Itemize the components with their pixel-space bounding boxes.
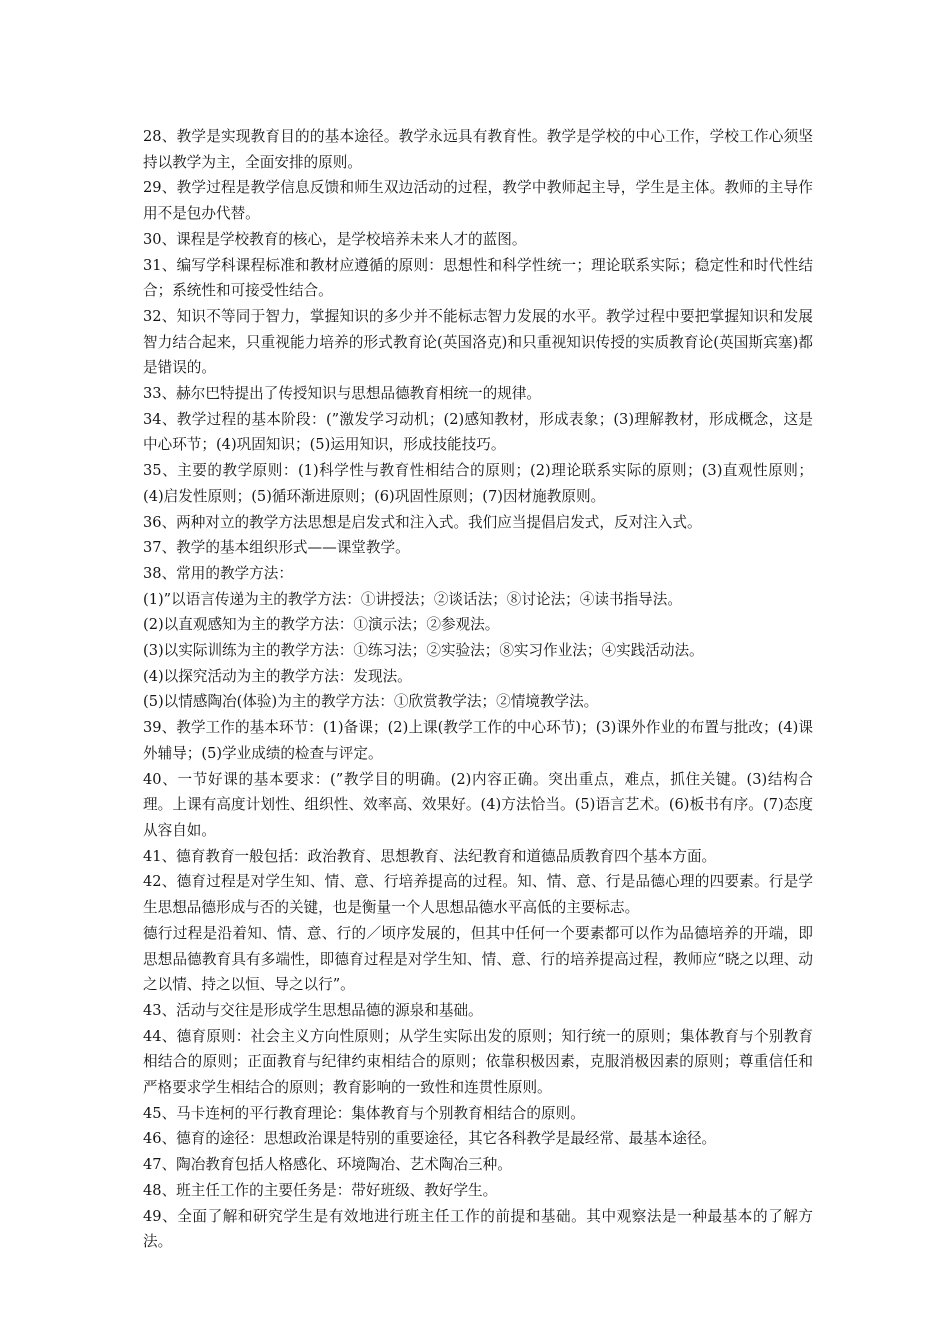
paragraph-48: 48、班主任工作的主要任务是：带好班级、教好学生。: [143, 1181, 498, 1199]
paragraph-46: 46、德育的途径：思想政治课是特别的重要途径，其它各科教学是最经常、最基本途径。: [143, 1130, 717, 1148]
paragraph-44: 44、德育原则：社会主义方向性原则；从学生实际出发的原则；知行统一的原则；集体教育与个别教育相结合的原则；正面教育与纪律约束相结合的原则；依靠积极因素，克服消极因素的原则；尊重信任和严格要求学生相结合的原则；教育影响的一致性和连贯性原则。: [143, 1027, 813, 1097]
paragraph-49: 49、全面了解和研究学生是有效地进行班主任工作的前提和基础。其中观察法是一种最基本的了解方法。: [143, 1207, 813, 1251]
paragraph-35: 35、主要的教学原则：(1)科学性与教育性相结合的原则；(2)理论联系实际的原则；(3)直观性原则；(4)启发性原则；(5)循环渐进原则；(6)巩固性原则；(7)因材施教原则。: [143, 462, 813, 505]
paragraph-33: 33、赫尔巴特提出了传授知识与思想品德教育相统一的规律。: [143, 385, 542, 403]
paragraph-42-continued: 德行过程是沿着知、情、意、行的／顷序发展的，但其中任何一个要素都可以作为品德培养的开端，即思想品德教育具有多端性，即德育过程是对学生知、情、意、行的培养提高过程，教师应“晓之以理、动之以情、持之以恒、导之以行”。: [143, 924, 813, 994]
paragraph-37: 37、教学的基本组织形式——课堂教学。: [143, 539, 410, 557]
document-body: [143, 124, 813, 1255]
paragraph-39: 39、教学工作的基本环节：(1)备课；(2)上课(教学工作的中心环节)；(3)课外作业的布置与批改；(4)课外辅导；(5)学业成绩的检查与评定。: [143, 719, 813, 762]
paragraph-28: 28、教学是实现教育目的的基本途径。教学永远具有教育性。教学是学校的中心工作，学校工作心须坚持以教学为主，全面安排的原则。: [143, 128, 813, 171]
list-item-38-3: (3)以实际训练为主的教学方法：①练习法；②实验法；⑧实习作业法；④实践活动法。: [143, 642, 704, 660]
paragraph-31: 31、编写学科课程标准和教材应遵循的原则：思想性和科学性统一；理论联系实际；稳定性和时代性结合；系统性和可接受性结合。: [143, 256, 813, 300]
paragraph-45: 45、马卡连柯的平行教育理论：集体教育与个别教育相结合的原则。: [143, 1104, 585, 1122]
paragraph-47: 47、陶冶教育包括人格感化、环境陶冶、艺术陶冶三种。: [143, 1156, 512, 1174]
paragraph-32: 32、知识不等同于智力，掌握知识的多少并不能标志智力发展的水平。教学过程中要把掌握知识和发展智力结合起来，只重视能力培养的形式教育论(英国洛克)和只重视知识传授的实质教育论(英国斯宾塞)都是错误的。: [143, 307, 813, 377]
paragraph-43: 43、活动与交往是形成学生思想品德的源泉和基础。: [143, 1001, 483, 1019]
list-item-38-2: (2)以直观感知为主的教学方法：①演示法；②参观法。: [143, 616, 500, 634]
paragraph-34: 34、教学过程的基本阶段：(”激发学习动机；(2)感知教材，形成表象；(3)理解教材，形成概念，这是中心环节；(4)巩固知识；(5)运用知识，形成技能技巧。: [143, 410, 813, 454]
list-item-38-1: (1)”以语言传递为主的教学方法：①讲授法；②谈话法；⑧讨论法；④读书指导法。: [143, 590, 682, 608]
paragraph-42: 42、德育过程是对学生知、情、意、行培养提高的过程。知、情、意、行是品德心理的四要素。行是学生思想品德形成与否的关键，也是衡量一个人思想品德水平高低的主要标志。: [143, 873, 813, 917]
paragraph-38: 38、常用的教学方法：: [143, 564, 293, 582]
paragraph-40: 40、一节好课的基本要求：(”教学目的明确。(2)内容正确。突出重点，难点，抓住关键。(3)结构合理。上课有高度计划性、组织性、效率高、效果好。(4)方法恰当。(5)语言艺术。(6)板书有序。(7)态度从容自如。: [143, 770, 813, 839]
paragraph-30: 30、课程是学校教育的核心，是学校培养未来人才的蓝图。: [143, 230, 527, 248]
paragraph-41: 41、德育教育一般包括：政治教育、思想教育、法纪教育和道德品质教育四个基本方面。: [143, 847, 717, 865]
paragraph-36: 36、两种对立的教学方法思想是启发式和注入式。我们应当提倡启发式，反对注入式。: [143, 513, 702, 531]
list-item-38-5: (5)以情感陶冶(体验)为主的教学方法：①欣赏教学法；②情境教学法。: [143, 693, 599, 711]
paragraph-29: 29、教学过程是教学信息反馈和师生双边活动的过程，教学中教师起主导，学生是主体。教师的主导作用不是包办代替。: [143, 179, 813, 223]
list-item-38-4: (4)以探究活动为主的教学方法：发现法。: [143, 667, 412, 685]
